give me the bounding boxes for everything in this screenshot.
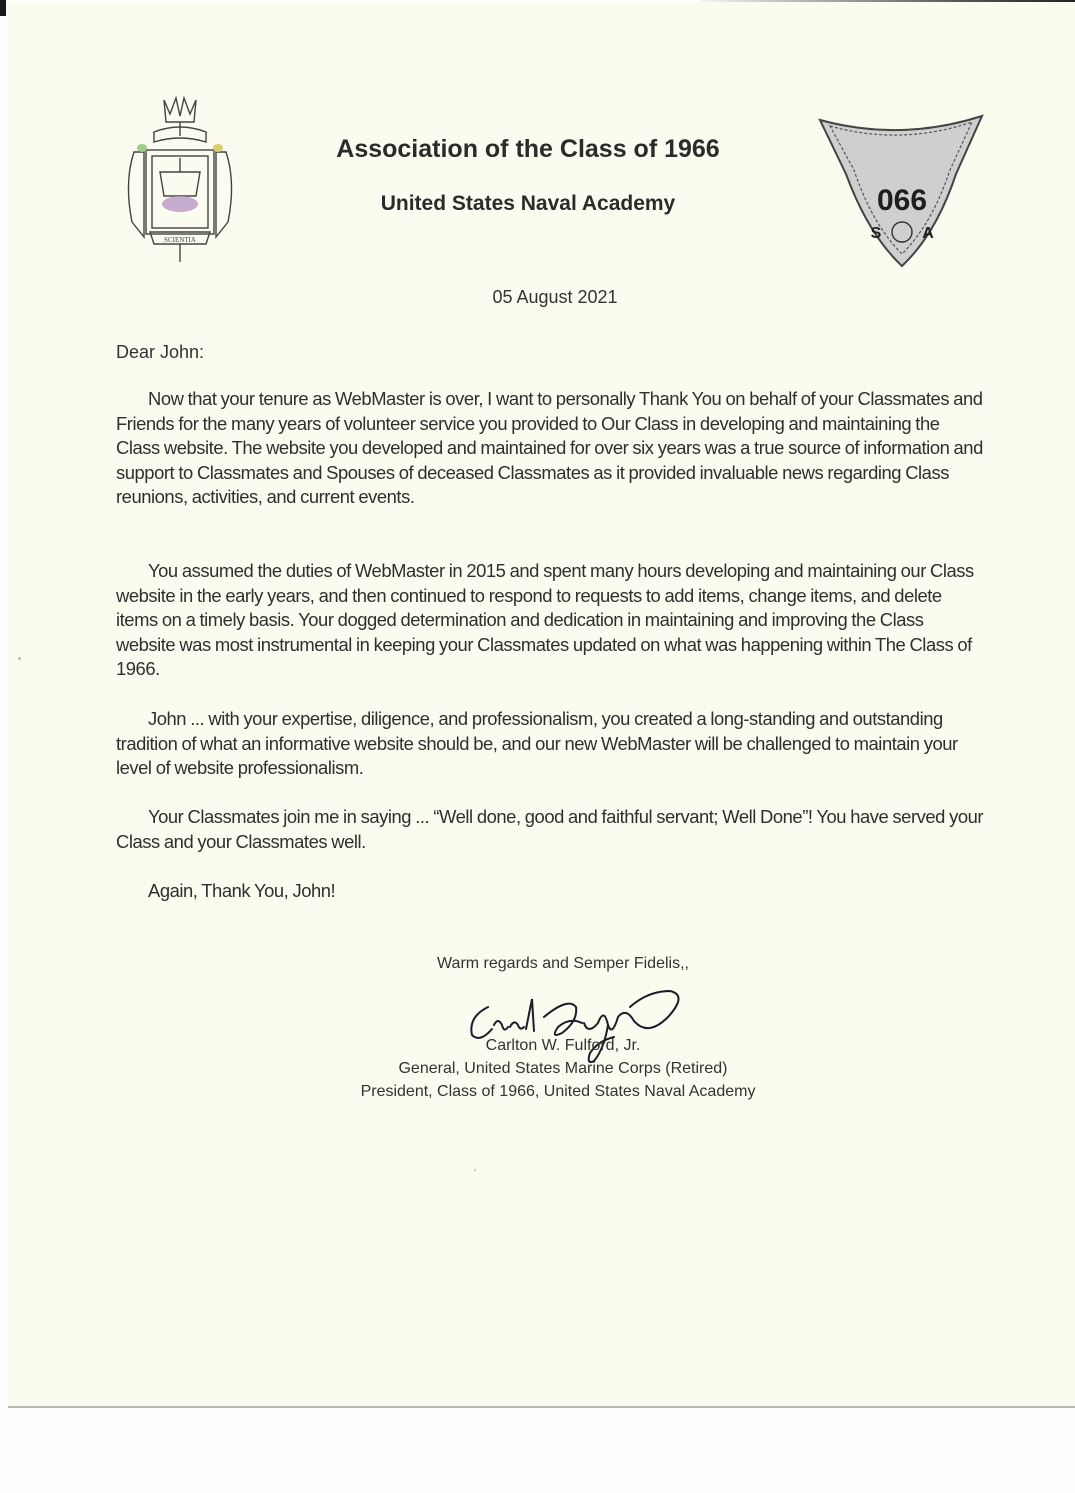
paragraph-text: Your Classmates join me in saying ... “Well done, good and faithful servant; Well Done”! You have served your Class and your Classmates well. (116, 806, 984, 852)
scan-edge (0, 0, 6, 16)
paragraph-text: John ... with your expertise, diligence, and professionalism, you created a long-standing and outstanding tradition of what an informative website should be, and our new WebMaster will be challenged to maintain your level of website professionalism. (116, 708, 958, 779)
salutation: Dear John: (116, 342, 205, 362)
usna-crest-icon (114, 92, 246, 264)
body-paragraph (116, 707, 986, 781)
signatory-name: Carlton W. Fulford, Jr. (485, 1037, 641, 1054)
scan-speck (18, 657, 21, 660)
svg-text:A: A (922, 225, 934, 242)
paragraph-text: Again, Thank You, John! (148, 880, 336, 901)
closing-line: Warm regards and Semper Fidelis,, (437, 955, 689, 972)
paragraph-text: Now that your tenure as WebMaster is over, I want to personally Thank You on behalf of your Classmates and Friends for the many years of volunteer service you provided to Our Class in developing and maintaining the Class website. The website you developed and maintained for over six years was a true source of information and support to Classmates and Spouses of deceased Classmates as it provided invaluable news regarding Class reunions, activities, and current events. (116, 388, 983, 508)
body-paragraph (116, 559, 986, 682)
class-of-1966-crest-icon (816, 114, 986, 270)
signatory-title: General, United States Marine Corps (Retired) (398, 1060, 728, 1077)
organization-title: Association of the Class of 1966 (336, 135, 720, 163)
paragraph-text: You assumed the duties of WebMaster in 2015 and spent many hours developing and maintaining our Class website in the early years, and then continued to respond to requests to add items, change items, and delete items on a timely basis. Your dogged determination and dedication in maintaining and improving the Class website was most instrumental in keeping your Classmates updated on what was happening within The Class of 1966. (116, 560, 974, 680)
body-paragraph (116, 805, 986, 854)
organization-subtitle: United States Naval Academy (380, 192, 676, 215)
scan-speck (474, 1169, 476, 1171)
body-paragraph (116, 387, 986, 510)
letter-date: 05 August 2021 (492, 287, 618, 307)
letter-page (8, 2, 1075, 1408)
svg-text:SCIENTIA: SCIENTIA (164, 236, 196, 244)
svg-text:S: S (870, 225, 882, 242)
body-paragraph (116, 879, 986, 904)
signatory-role: President, Class of 1966, United States Naval Academy (360, 1083, 756, 1100)
svg-text:066: 066 (876, 184, 928, 217)
